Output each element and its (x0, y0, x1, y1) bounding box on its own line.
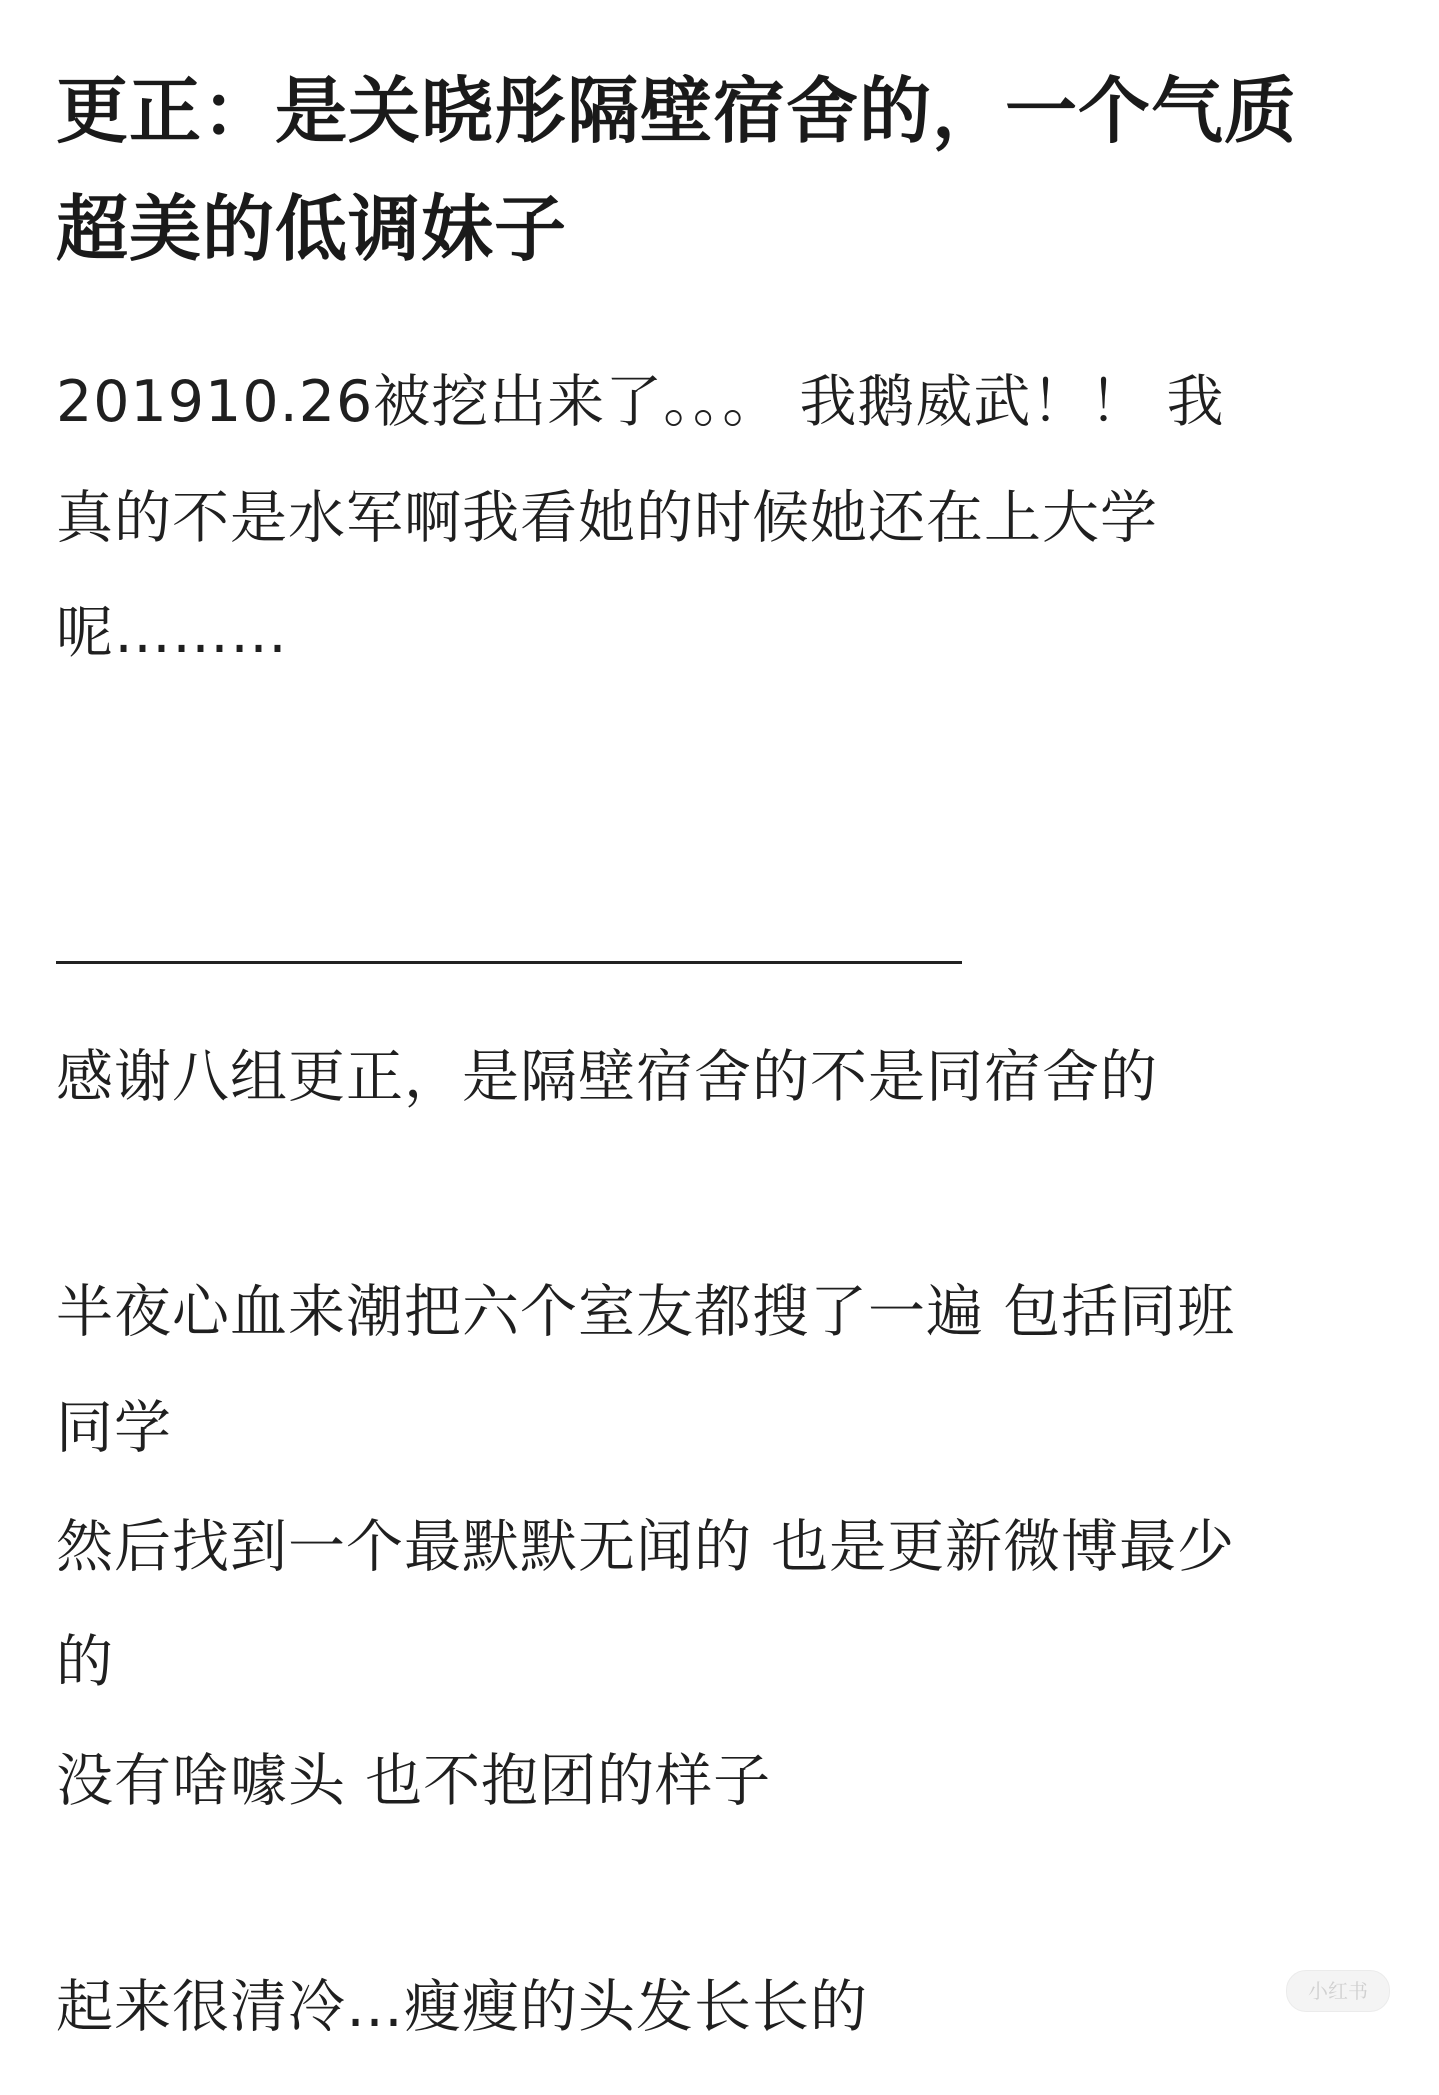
paragraph-3-line-2: 同学 (56, 1395, 172, 1461)
paragraph-4-line-1: 然后找到一个最默默无闻的 也是更新微博最少 (56, 1514, 1236, 1580)
paragraph-2: 感谢八组更正，是隔壁宿舍的不是同宿舍的 (56, 1044, 1158, 1110)
paragraph-6: 起来很清冷…瘦瘦的头发长长的 (56, 1974, 868, 2040)
paragraph-1-line-1: 201910.26被挖出来了。。。 我鹅威武！！ 我 (56, 369, 1225, 435)
paragraph-5: 没有啥噱头 也不抱团的样子 (56, 1748, 772, 1814)
paragraph-1-line-3: 呢……… (56, 600, 288, 666)
post-title (56, 52, 1396, 288)
paragraph-1-line-2: 真的不是水军啊我看她的时候她还在上大学 (56, 485, 1158, 551)
section-divider (56, 961, 962, 964)
xiaohongshu-watermark-logo: 小红书 (1286, 1970, 1390, 2012)
title-line-1: 更正：是关晓彤隔壁宿舍的，一个气质 (56, 69, 1298, 153)
paragraph-3-line-1: 半夜心血来潮把六个室友都搜了一遍 包括同班 (56, 1279, 1236, 1345)
paragraph-4-line-2: 的 (56, 1629, 114, 1695)
title-line-2: 超美的低调妹子 (56, 187, 568, 271)
